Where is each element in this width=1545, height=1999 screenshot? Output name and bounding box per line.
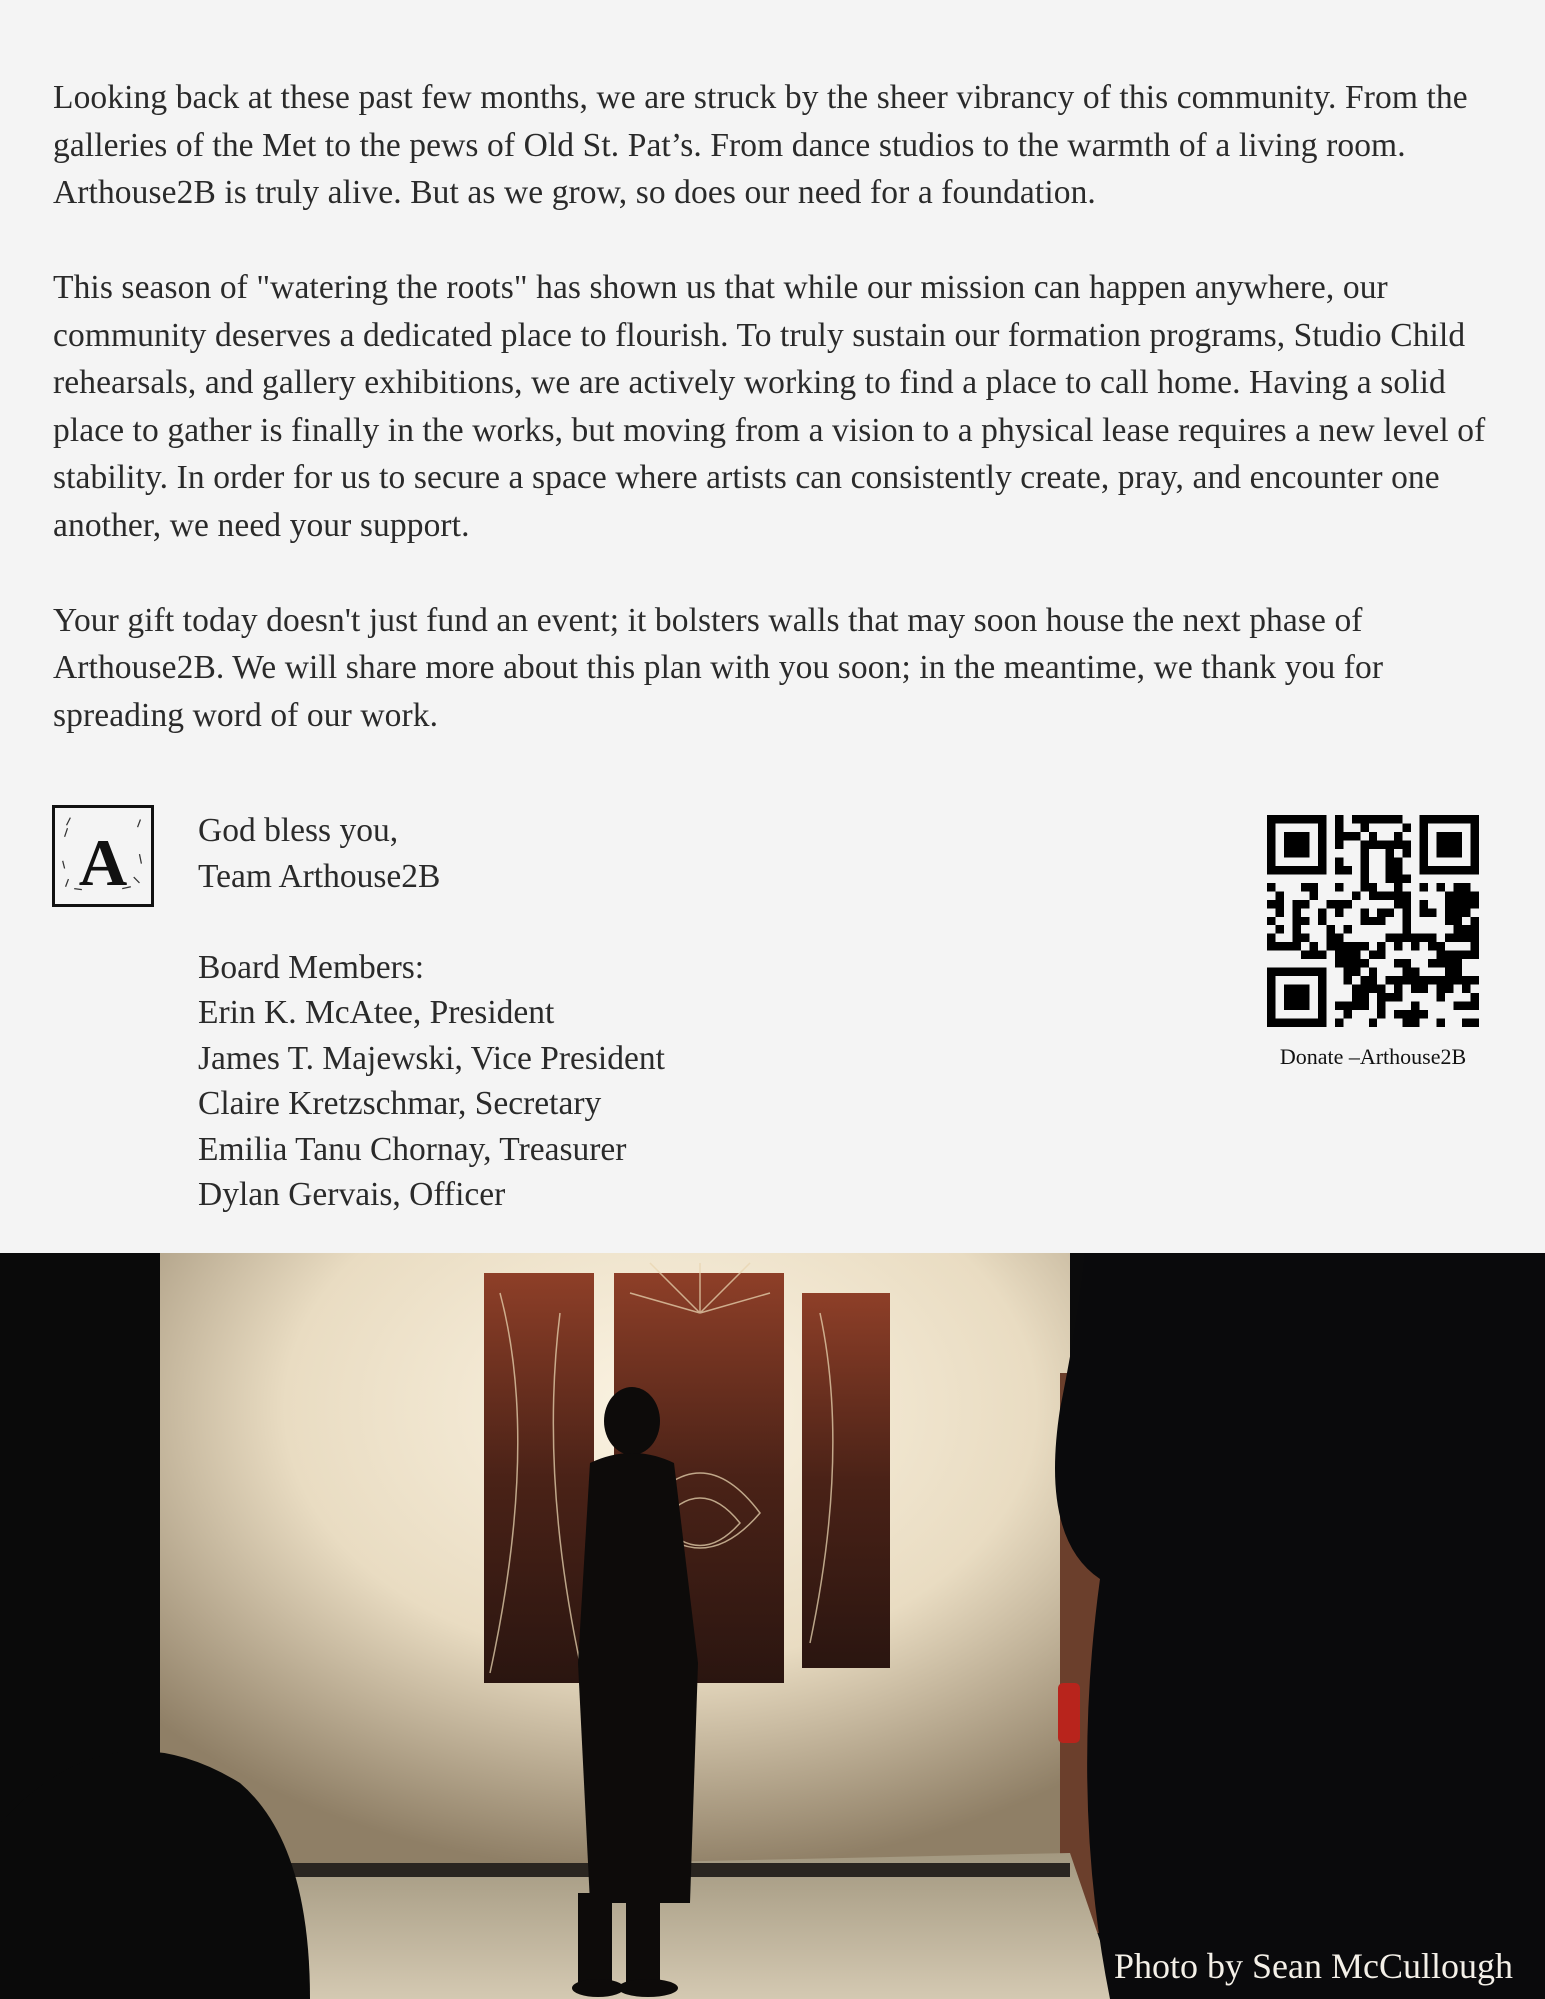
letter-paragraph-1: Looking back at these past few months, we are struck by the sheer vibrancy of this community. From the galleries of the Met to the pews of Old St. Pat’s. From dance studios to the warmth of a living room. Arthouse2B is truly alive. But as we grow, so does our need for a foundation. bbox=[53, 79, 1468, 211]
board-member: Erin K. McAtee, President bbox=[198, 994, 555, 1031]
signoff bbox=[198, 808, 665, 1218]
arthouse-logo bbox=[52, 805, 154, 907]
event-photo bbox=[0, 1253, 1545, 1999]
greeting: God bless you, bbox=[198, 812, 399, 849]
qr-caption: Donate –Arthouse2B bbox=[1279, 1044, 1467, 1069]
board-member: James T. Majewski, Vice President bbox=[198, 1039, 665, 1077]
logo-letter: A bbox=[78, 824, 128, 900]
board-heading: Board Members: bbox=[198, 948, 425, 986]
team-name: Team Arthouse2B bbox=[198, 857, 441, 895]
letter-body bbox=[53, 74, 1493, 787]
letter-paragraph-2: This season of "watering the roots" has shown us that while our mission can happen anywhere, our community deserves a dedicated place to flourish. To truly sustain our formation programs, Studio Child rehearsals, and gallery exhibitions, we are actively working to find a place to call home. Having a solid place to gather is finally in the works, but moving from a vision to a physical lease requires a new level of stability. In order for us to secure a space where artists can consistently create, pray, and encounter one another, we need your support. bbox=[53, 269, 1486, 544]
board-member: Emilia Tanu Chornay, Treasurer bbox=[198, 1130, 627, 1168]
letter-paragraph-3: Your gift today doesn't just fund an event; it bolsters walls that may soon house the next phase of Arthouse2B. We will share more about this plan with you soon; in the meantime, we thank you for spreading word of our work. bbox=[53, 601, 1384, 734]
board-member: Dylan Gervais, Officer bbox=[198, 1176, 506, 1213]
qr-code-icon[interactable] bbox=[1267, 815, 1479, 1027]
arthouse-logo-icon bbox=[55, 808, 151, 904]
photo-credit: Photo by Sean McCullough bbox=[1113, 1946, 1513, 1986]
board-member: Claire Kretzschmar, Secretary bbox=[198, 1085, 602, 1122]
